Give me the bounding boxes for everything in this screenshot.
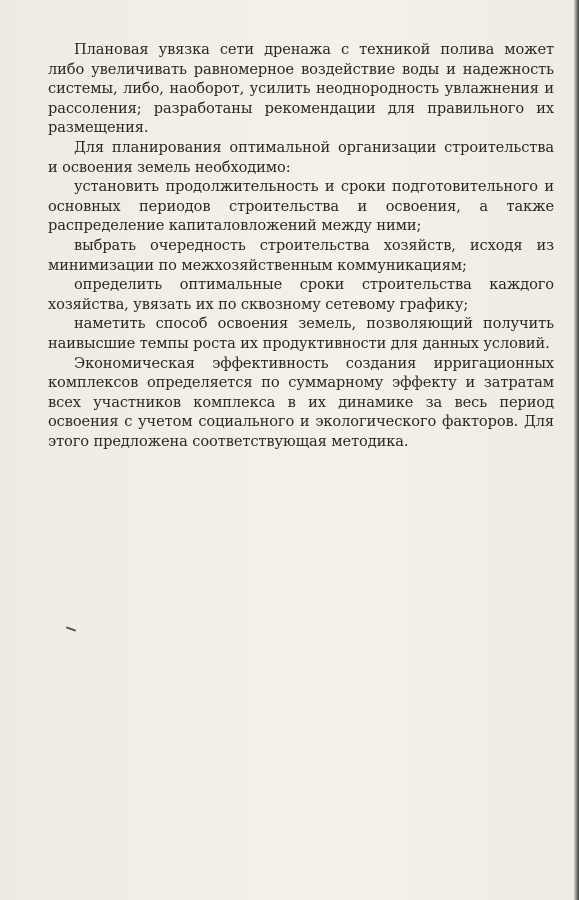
paper-speck	[66, 626, 76, 631]
paragraph-planning-intro: Для планирования оптимальной организации строительства и освоения земель необходимо:	[48, 138, 554, 176]
body-text	[48, 40, 554, 451]
paragraph-economic-efficiency: Экономическая эффективность создания ирригационных комплексов определяется по суммарному эффекту и затратам всех участников комплекса в их динамике за весь период освоения с учетом социального и экологического факторов. Для этого предложена соответствующая методика.	[48, 354, 554, 450]
paragraph-item-duration: установить продолжительность и сроки подготовительного и основных периодов строительства и освоения, а также распределение капиталовложений между ними;	[48, 178, 554, 235]
paragraph-item-method: наметить способ освоения земель, позволяющий получить наивысшие темпы роста их продуктивности для данных условий.	[48, 315, 554, 352]
paragraph-drainage: Плановая увязка сети дренажа с техникой полива может либо увеличивать равномерное воздействие воды и надежность системы, либо, наоборот, усилить неоднородность увлажнения и рассоления; разработаны рекомендации для правильного их размещения.	[48, 41, 554, 137]
paragraph-item-deadlines: определить оптимальные сроки строительства каждого хозяйства, увязать их по сквозному сетевому графику;	[48, 276, 554, 313]
page-edge-shadow	[574, 0, 579, 900]
paragraph-item-order: выбрать очередность строительства хозяйств, исходя из минимизации по межхозяйственным коммуникациям;	[48, 236, 554, 274]
